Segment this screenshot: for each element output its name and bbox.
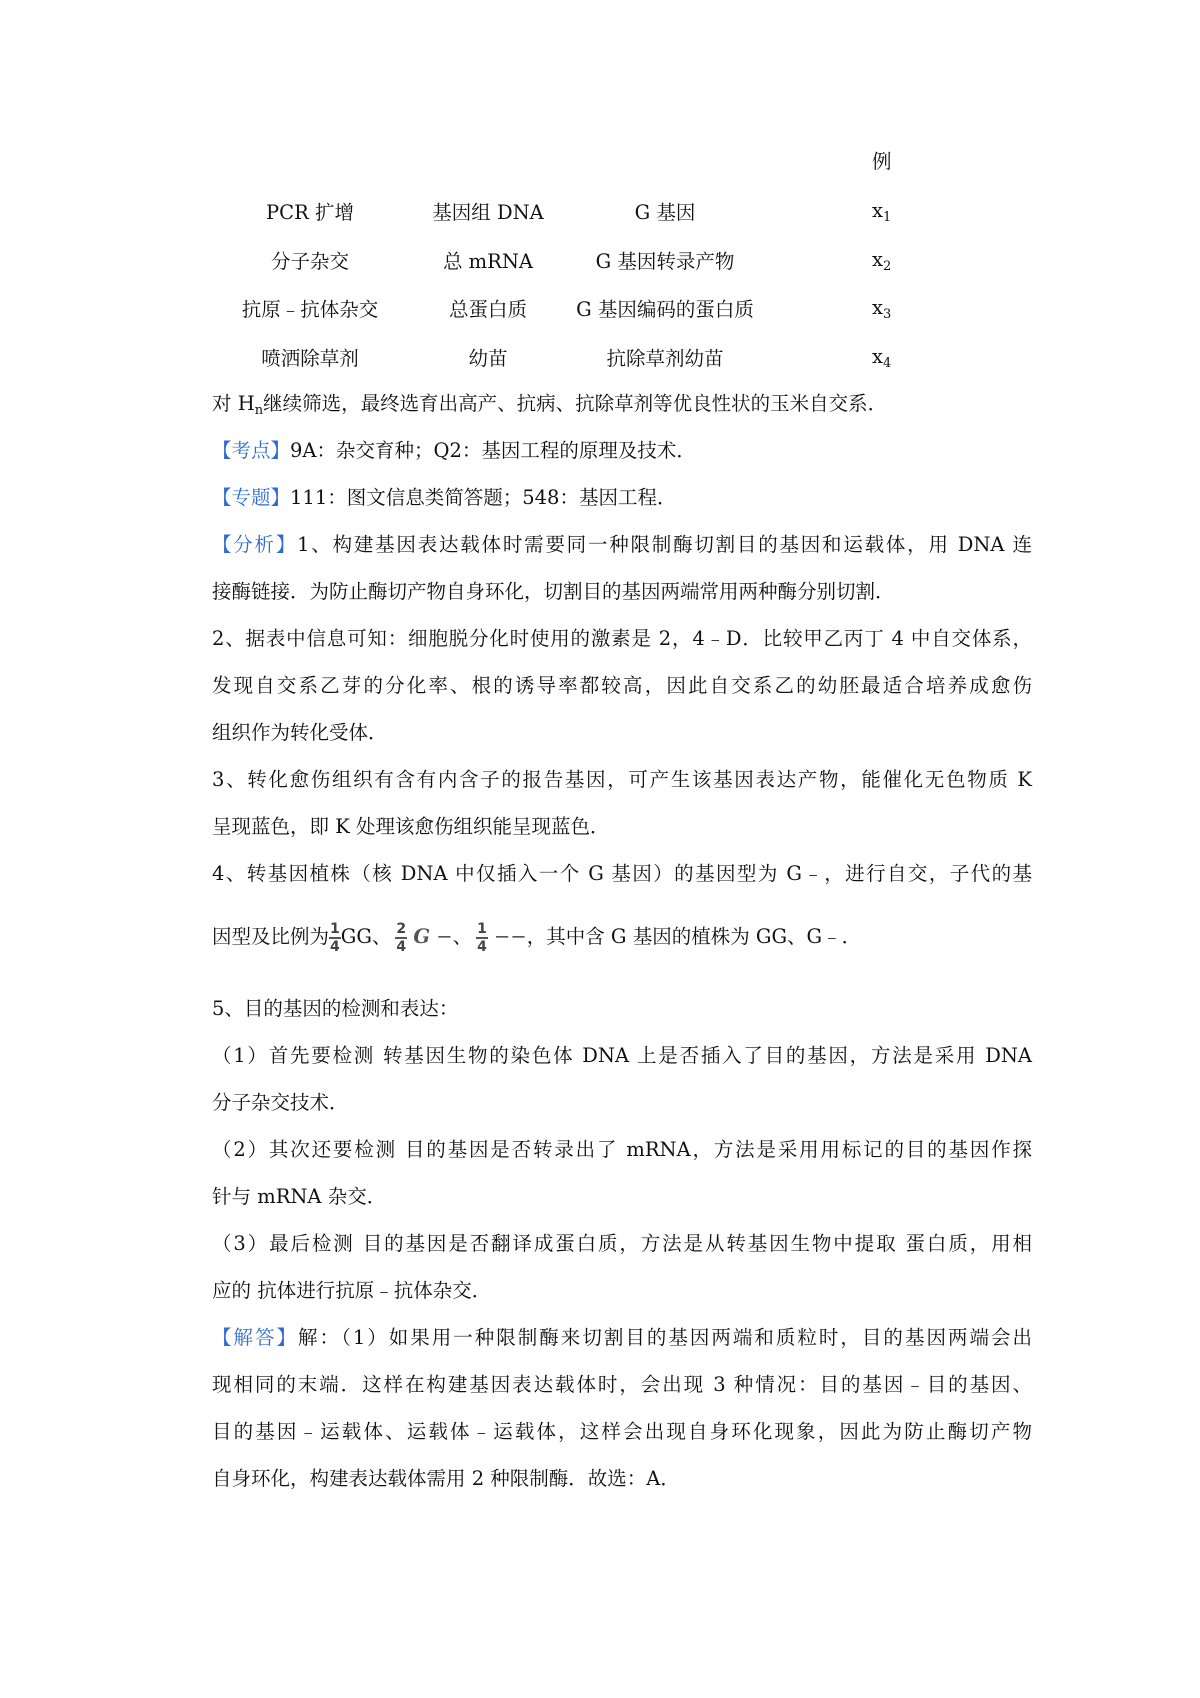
- table-cell-method: 分子杂交: [270, 250, 349, 273]
- fenxi-p5: 5、目的基因的检测和表达：: [212, 997, 459, 1020]
- fraction-two-quarters: $\frac{2}{4}$: [396, 920, 407, 955]
- fenxi-line-1: 【分析】1、构建基因表达载体时需要同一种限制酶切割目的基因和运载体，用 DNA 连: [212, 533, 1032, 556]
- kaodian-tag: 【考点】: [212, 439, 291, 462]
- table-cell-target: 抗除草剂幼苗: [606, 347, 724, 370]
- table-cell-target: G 基因: [634, 201, 696, 224]
- fenxi-p5-1-line-1: （1）首先要检测 转基因生物的染色体 DNA 上是否插入了目的基因，方法是采用 DNA: [212, 1044, 1032, 1067]
- jieda-line-4: 自身环化，构建表达载体需用 2 种限制酶．故选：A．: [212, 1467, 680, 1490]
- fenxi-p4-line-1: 4、转基因植株（核 DNA 中仅插入一个 G 基因）的基因型为 G﹣，进行自交，子代的基: [212, 862, 1032, 885]
- table-cell-target: G 基因转录产物: [595, 250, 735, 273]
- jieda-tag: 【解答】: [212, 1326, 299, 1349]
- zhuanti-line: 【专题】111：图文信息类简答题；548：基因工程．: [212, 486, 677, 509]
- fenxi-p5-2-line-1: （2）其次还要检测 目的基因是否转录出了 mRNA，方法是采用用标记的目的基因作探: [212, 1138, 1032, 1161]
- fenxi-p2-line-3: 组织作为转化受体．: [212, 721, 388, 744]
- table-cell-ratio: $x_2$: [872, 248, 892, 274]
- jieda-line-3: 目的基因﹣运载体、运载体﹣运载体，这样会出现自身环化现象，因此为防止酶切产物: [212, 1420, 1032, 1443]
- fenxi-p2-line-2: 发现自交系乙芽的分化率、根的诱导率都较高，因此自交系乙的幼胚最适合培养成愈伤: [212, 674, 1032, 697]
- table-cell-target: G 基因编码的蛋白质: [576, 298, 754, 321]
- fenxi-tag: 【分析】: [212, 533, 298, 556]
- fenxi-p5-1-line-2: 分子杂交技术．: [212, 1091, 349, 1114]
- fenxi-p5-3-line-1: （3）最后检测 目的基因是否翻译成蛋白质，方法是从转基因生物中提取 蛋白质，用相: [212, 1232, 1032, 1255]
- fenxi-p3-line-2: 呈现蓝色，即 K 处理该愈伤组织能呈现蓝色．: [212, 815, 610, 838]
- table-cell-material: 总蛋白质: [448, 298, 527, 321]
- fraction-one-quarter: $\frac{1}{4}$: [330, 920, 340, 955]
- table-cell-method: 抗原﹣抗体杂交: [241, 298, 379, 321]
- fenxi-p5-3-line-2: 应的 抗体进行抗原﹣抗体杂交．: [212, 1279, 492, 1302]
- table-cell-method: PCR 扩增: [266, 201, 354, 224]
- table-cell-material: 幼苗: [468, 347, 508, 370]
- table-cell-ratio: $x_4$: [872, 345, 892, 371]
- answer-body: [212, 380, 1032, 1502]
- fenxi-line-2: 接酶链接．为防止酶切产物自身环化，切割目的基因两端常用两种酶分别切割．: [212, 580, 895, 603]
- table-cell-material: 总 mRNA: [442, 250, 534, 273]
- table-cell-method: 喷洒除草剂: [261, 347, 359, 370]
- fenxi-p5-2-line-2: 针与 mRNA 杂交．: [212, 1185, 387, 1208]
- table-cell-ratio: $x_1$: [872, 199, 892, 225]
- fenxi-p3-line-1: 3、转化愈伤组织有含有内含子的报告基因，可产生该基因表达产物，能催化无色物质 K: [212, 768, 1032, 791]
- paragraph-hn: 对 $H_n$继续筛选，最终选育出高产、抗病、抗除草剂等优良性状的玉米自交系．: [212, 392, 888, 418]
- table-header-tail: 例: [872, 150, 892, 173]
- table-cell-material: 基因组 DNA: [432, 201, 544, 224]
- genotype-ratio-line: 因型及比例为 $\frac{1}{4}$ GG、 $\frac{2}{4}$ G −、 $\frac{1}{4}$ −−，其中含 G 基因的植株为 GG、G﹣．: [212, 920, 862, 955]
- fraction-one-quarter: $\frac{1}{4}$: [477, 920, 487, 955]
- fenxi-p2-line-1: 2、据表中信息可知：细胞脱分化时使用的激素是 2，4﹣D．比较甲乙丙丁 4 中自交体系，: [212, 627, 1032, 650]
- jieda-line-1: 【解答】解：（1）如果用一种限制酶来切割目的基因两端和质粒时，目的基因两端会出: [212, 1326, 1032, 1349]
- jieda-line-2: 现相同的末端．这样在构建基因表达载体时，会出现 3 种情况：目的基因﹣目的基因、: [212, 1373, 1032, 1396]
- zhuanti-tag: 【专题】: [212, 486, 291, 509]
- kaodian-line: 【考点】9A：杂交育种；Q2：基因工程的原理及技术．: [212, 439, 696, 462]
- table-cell-ratio: $x_3$: [872, 296, 892, 322]
